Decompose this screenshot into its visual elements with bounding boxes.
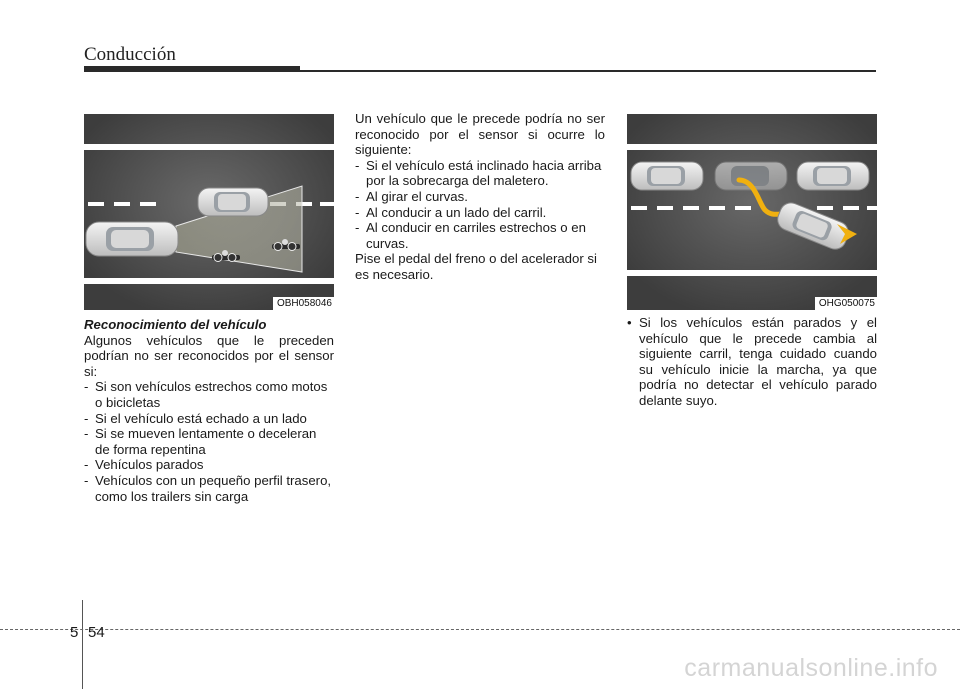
- col2-list: [355, 158, 605, 252]
- watermark: carmanualsonline.info: [684, 654, 938, 682]
- crop-mark-vertical: [82, 600, 83, 689]
- chapter-title: Conducción: [84, 44, 176, 65]
- figure-code-left: OBH058046: [273, 297, 334, 310]
- lane-line-top: [84, 144, 334, 150]
- car-ahead: [198, 188, 268, 216]
- bullet-icon: •: [627, 315, 632, 330]
- list-item: - Si se mueven lentamente o deceleran de forma repentina: [84, 426, 317, 457]
- figure-lane-change: [627, 114, 877, 310]
- list-item: • Si los vehículos están parados y el vehículo que le precede cambia al siguiente carril, tenga cuidado cuando su vehículo inicie la marcha, ya que podría no detectar el vehículo parado delante suyo.: [627, 315, 877, 408]
- list-item: - Si el vehículo está inclinado hacia arriba por la sobrecarga del maletero.: [355, 157, 602, 189]
- col1-list: [84, 379, 334, 504]
- road-illustration-right: [627, 114, 877, 310]
- car-right: [797, 162, 869, 190]
- column-3: [627, 315, 877, 409]
- list-item: - Al conducir en carriles estrechos o en curvas.: [355, 220, 586, 251]
- list-item: - Al conducir a un lado del carril.: [355, 204, 547, 220]
- figure-sensor-cone: [84, 114, 334, 310]
- col1-intro: Algunos vehículos que le preceden podrían no ser reconocidos por el sensor si:: [84, 332, 334, 379]
- col2-outro: Pise el pedal del freno o del acelerador si es necesario.: [355, 251, 597, 282]
- lane-line-bottom: [627, 270, 877, 276]
- header-rule-thin: [300, 70, 876, 72]
- chapter-number: 5: [70, 624, 79, 641]
- column-2: [355, 111, 605, 283]
- page-number: 54: [88, 624, 105, 641]
- road-illustration-left: [84, 114, 334, 310]
- col2-intro: Un vehículo que le precede podría no ser reconocido por el sensor si ocurre lo siguiente:: [355, 111, 605, 158]
- lane-line-bottom: [84, 278, 334, 284]
- list-item: - Vehículos con un pequeño perfil trasero, como los trailers sin carga: [84, 472, 332, 504]
- header-rule-thick: [84, 66, 300, 72]
- list-item: - Si son vehículos estrechos como motos o bicicletas: [84, 379, 328, 410]
- col3-list: [627, 315, 877, 409]
- column-1: [84, 317, 334, 504]
- car-own: [86, 222, 178, 256]
- list-item: - Al girar el curvas.: [355, 188, 468, 204]
- figure-code-right: OHG050075: [815, 297, 877, 310]
- subheading: Reconocimiento del vehículo: [84, 317, 267, 332]
- crop-mark-horizontal: [0, 629, 960, 630]
- lane-line-top: [627, 144, 877, 150]
- list-item: - Vehículos parados: [84, 457, 204, 473]
- car-left: [631, 162, 703, 190]
- list-item: - Si el vehículo está echado a un lado: [84, 410, 307, 426]
